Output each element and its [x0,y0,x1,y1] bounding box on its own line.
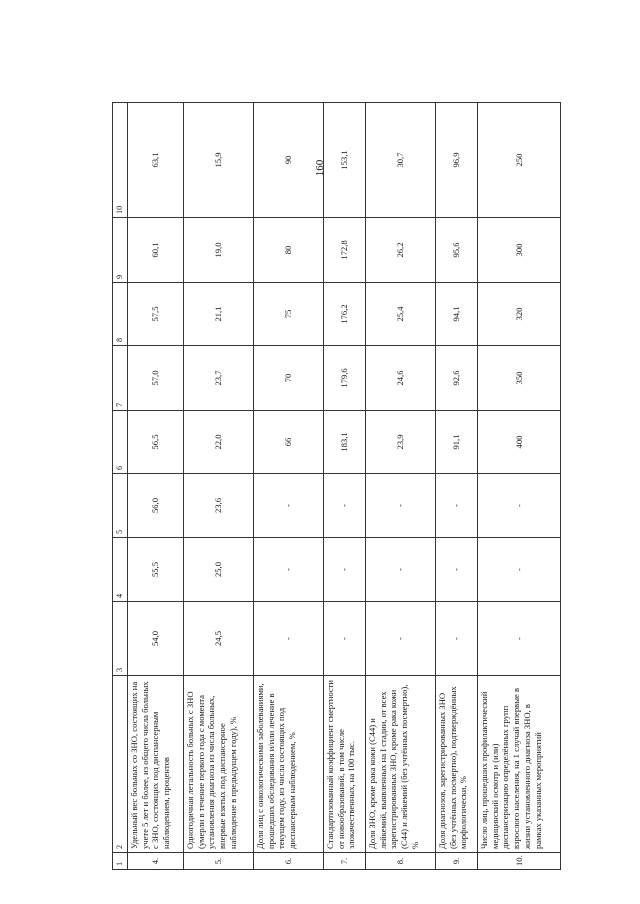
table-row [366,103,436,870]
value-cell: 172,8 [324,218,366,283]
value-cell: 57,5 [128,283,184,346]
row-number: 9. [436,853,478,870]
value-cell: 26,2 [366,218,436,283]
value-cell: - [478,602,561,676]
column-header: 10 [113,103,128,218]
column-header: 3 [113,602,128,676]
column-header: 6 [113,411,128,474]
value-cell: 153,1 [324,103,366,218]
value-cell: 54,0 [128,602,184,676]
value-cell: - [478,538,561,602]
column-header: 2 [113,676,128,853]
value-cell: 96,9 [436,103,478,218]
value-cell: 350 [478,346,561,411]
value-cell: 24,6 [366,346,436,411]
value-cell: - [324,602,366,676]
indicator-name: Доля диагнозов, зарегистрированных ЗНО (без учтённых посмертно), подтверждённых морфологически, % [436,676,478,853]
value-cell: 60,1 [128,218,184,283]
value-cell: 56,0 [128,474,184,538]
column-header: 1 [113,853,128,870]
column-header: 9 [113,218,128,283]
value-cell: 19,0 [184,218,254,283]
value-cell: 95,6 [436,218,478,283]
value-cell: 22,0 [184,411,254,474]
page-number: 160 [314,159,326,177]
value-cell: - [436,474,478,538]
value-cell: 30,7 [366,103,436,218]
value-cell: - [324,538,366,602]
value-cell: 57,0 [128,346,184,411]
indicator-name: Стандартизованный коэффициент смертности от новообразований, в том числе злокачественных, на 100 тыс. [324,676,366,853]
value-cell: 55,5 [128,538,184,602]
value-cell: - [436,538,478,602]
table-header-row [113,103,128,870]
value-cell: 92,6 [436,346,478,411]
value-cell: 63,1 [128,103,184,218]
table-row [478,103,561,870]
value-cell: 176,2 [324,283,366,346]
row-number: 10. [478,853,561,870]
indicator-name: Число лиц, прошедших профилактический медицинский осмотр и (или) диспансеризацию определённых групп взрослого населения, на 1 случай впервые в жизни установленного диагноза ЗНО, в рамках указанных мероприятий [478,676,561,853]
table-row [254,103,324,870]
table-row [128,103,184,870]
indicator-name: Удельный вес больных со ЗНО, состоящих на учете 5 лет и более, из общего числа больных с ЗНО, состоящих под диспансерным наблюдением, процентов [128,676,184,853]
column-header: 4 [113,538,128,602]
value-cell: 24,5 [184,602,254,676]
value-cell: 25,4 [366,283,436,346]
column-header: 8 [113,283,128,346]
indicator-name: Доля лиц с онкологическими заболеваниями, прошедших обследования и/или лечение в текущем году, из числа состоящих под диспансерным наблюдением, % [254,676,324,853]
row-number: 8. [366,853,436,870]
value-cell: - [366,474,436,538]
value-cell: - [324,474,366,538]
table-row [324,103,366,870]
value-cell: 70 [254,346,324,411]
value-cell: - [366,602,436,676]
value-cell: 75 [254,283,324,346]
value-cell: 23,6 [184,474,254,538]
column-header: 7 [113,346,128,411]
indicators-table [112,102,561,870]
value-cell: - [254,602,324,676]
column-header: 5 [113,474,128,538]
value-cell: - [254,538,324,602]
rotated-table-container [112,103,547,870]
value-cell: 66 [254,411,324,474]
value-cell: 90 [254,103,324,218]
row-number: 7. [324,853,366,870]
value-cell: 25,0 [184,538,254,602]
value-cell: 183,1 [324,411,366,474]
value-cell: - [478,474,561,538]
value-cell: - [436,602,478,676]
value-cell: 21,1 [184,283,254,346]
value-cell: 15,9 [184,103,254,218]
value-cell: 23,9 [366,411,436,474]
value-cell: 320 [478,283,561,346]
row-number: 5. [184,853,254,870]
value-cell: 23,7 [184,346,254,411]
value-cell: 91,1 [436,411,478,474]
value-cell: - [366,538,436,602]
table-row [184,103,254,870]
table-row [436,103,478,870]
value-cell: 56,5 [128,411,184,474]
value-cell: 179,6 [324,346,366,411]
indicator-name: Одногодичная летальность больных с ЗНО (умерли в течение первого года с момента установления диагноза из числа больных, впервые взятых под диспансерное наблюдение в предыдущем году), % [184,676,254,853]
row-number: 4. [128,853,184,870]
row-number: 6. [254,853,324,870]
value-cell: 300 [478,218,561,283]
value-cell: 250 [478,103,561,218]
value-cell: 80 [254,218,324,283]
value-cell: 400 [478,411,561,474]
indicator-name: Доля ЗНО, кроме рака кожи (С44) и лейкемий, выявленных на I стадии, от всех зарегистрированных ЗНО, кроме рака кожи (С44) и лейкемий (без учтённых посмертно), % [366,676,436,853]
value-cell: - [254,474,324,538]
value-cell: 94,1 [436,283,478,346]
